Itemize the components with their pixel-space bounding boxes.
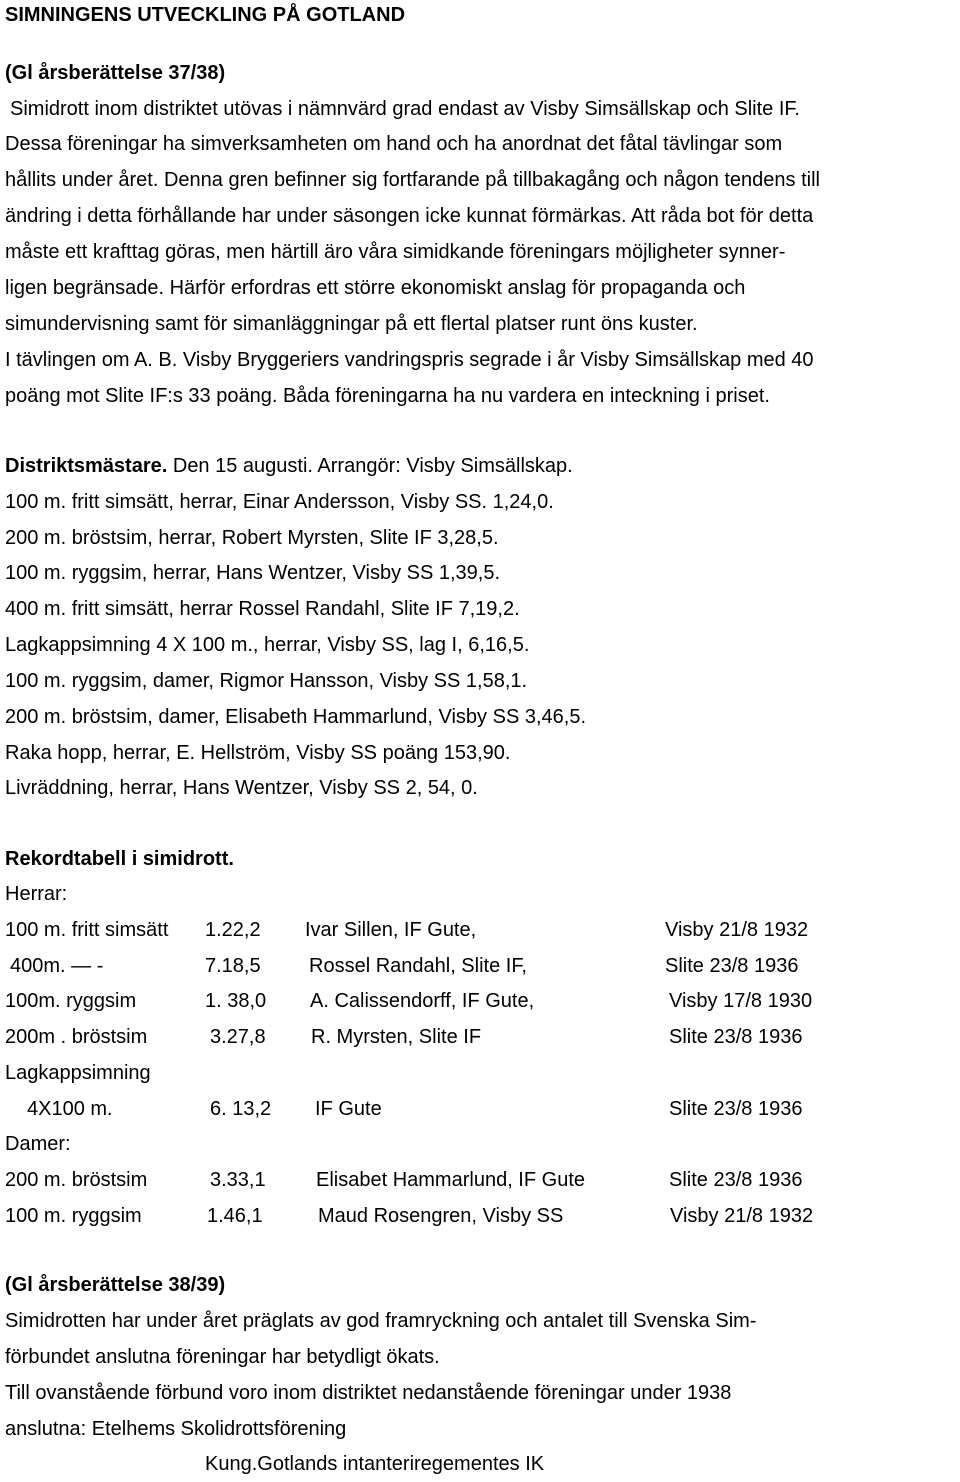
result-line: 100 m. fritt simsätt, herrar, Einar Andersson, Visby SS. 1,24,0. bbox=[5, 491, 554, 513]
herrar-label: Herrar: bbox=[5, 883, 68, 905]
record-time: 7.18,5 bbox=[205, 955, 261, 977]
record-name: IF Gute bbox=[315, 1098, 382, 1120]
paragraph-line: måste ett krafttag göras, men härtill äro våra simidkande föreningars möjligheter synner- bbox=[5, 241, 786, 263]
record-event: 400m. — - bbox=[10, 955, 104, 977]
result-line: Raka hopp, herrar, E. Hellström, Visby SS poäng 153,90. bbox=[5, 742, 511, 764]
record-place: Visby 17/8 1930 bbox=[669, 990, 813, 1012]
section-heading-38-39: (Gl årsberättelse 38/39) bbox=[5, 1274, 226, 1296]
record-time: 3.27,8 bbox=[210, 1026, 266, 1048]
paragraph-line: Simidrott inom distriktet utövas i nämnvärd grad endast av Visby Simsällskap och Slite IF. bbox=[10, 98, 800, 120]
record-event: 100 m. ryggsim bbox=[5, 1205, 142, 1227]
result-line: 400 m. fritt simsätt, herrar Rossel Randahl, Slite IF 7,19,2. bbox=[5, 598, 520, 620]
district-info: Den 15 augusti. Arrangör: Visby Simsällskap. bbox=[167, 455, 573, 477]
paragraph-line: Kung.Gotlands intanteriregementes IK bbox=[205, 1453, 545, 1475]
page-title: SIMNINGENS UTVECKLING PÅ GOTLAND bbox=[5, 4, 406, 26]
record-event: 200 m. bröstsim bbox=[5, 1169, 148, 1191]
lagkapp-label: Lagkappsimning bbox=[5, 1062, 151, 1084]
record-event: 4X100 m. bbox=[27, 1098, 113, 1120]
section-heading-37-38: (Gl årsberättelse 37/38) bbox=[5, 62, 226, 84]
record-time: 1. 38,0 bbox=[205, 990, 267, 1012]
district-heading-line bbox=[5, 448, 573, 484]
record-name: Ivar Sillen, IF Gute, bbox=[305, 919, 477, 941]
record-event: 100 m. fritt simsätt bbox=[5, 919, 169, 941]
result-line: 200 m. bröstsim, damer, Elisabeth Hammarlund, Visby SS 3,46,5. bbox=[5, 706, 587, 728]
paragraph-line: I tävlingen om A. B. Visby Bryggeriers vandringspris segrade i år Visby Simsällskap med 40 bbox=[5, 349, 814, 371]
record-time: 1.46,1 bbox=[207, 1205, 263, 1227]
record-place: Slite 23/8 1936 bbox=[665, 955, 799, 977]
record-name: R. Myrsten, Slite IF bbox=[311, 1026, 482, 1048]
result-line: Livräddning, herrar, Hans Wentzer, Visby SS 2, 54, 0. bbox=[5, 777, 478, 799]
result-line: Lagkappsimning 4 X 100 m., herrar, Visby SS, lag I, 6,16,5. bbox=[5, 634, 530, 656]
paragraph-line: simundervisning samt för simanläggningar på ett flertal platser runt öns kuster. bbox=[5, 313, 698, 335]
record-event: 100m. ryggsim bbox=[5, 990, 137, 1012]
record-place: Visby 21/8 1932 bbox=[670, 1205, 814, 1227]
paragraph-line: förbundet anslutna föreningar har betydligt ökats. bbox=[5, 1346, 440, 1368]
result-line: 200 m. bröstsim, herrar, Robert Myrsten, Slite IF 3,28,5. bbox=[5, 527, 499, 549]
result-line: 100 m. ryggsim, damer, Rigmor Hansson, Visby SS 1,58,1. bbox=[5, 670, 528, 692]
result-line: 100 m. ryggsim, herrar, Hans Wentzer, Visby SS 1,39,5. bbox=[5, 562, 501, 584]
record-event: 200m . bröstsim bbox=[5, 1026, 148, 1048]
record-name: Elisabet Hammarlund, IF Gute bbox=[316, 1169, 585, 1191]
paragraph-line: Dessa föreningar ha simverksamheten om hand och ha anordnat det fåtal tävlingar som bbox=[5, 133, 783, 155]
record-place: Slite 23/8 1936 bbox=[669, 1026, 803, 1048]
paragraph-line: Simidrotten har under året präglats av god framryckning och antalet till Svenska Sim- bbox=[5, 1310, 757, 1332]
records-heading: Rekordtabell i simidrott. bbox=[5, 848, 234, 870]
district-heading: Distriktsmästare. bbox=[5, 455, 168, 477]
paragraph-line: ligen begränsade. Härför erfordras ett större ekonomiskt anslag för propaganda och bbox=[5, 277, 746, 299]
paragraph-line: hållits under året. Denna gren befinner sig fortfarande på tillbakagång och någon tendens till bbox=[5, 169, 820, 191]
damer-label: Damer: bbox=[5, 1133, 71, 1155]
record-name: Rossel Randahl, Slite IF, bbox=[309, 955, 527, 977]
paragraph-line: anslutna: Etelhems Skolidrottsförening bbox=[5, 1418, 347, 1440]
record-place: Visby 21/8 1932 bbox=[665, 919, 809, 941]
record-name: Maud Rosengren, Visby SS bbox=[318, 1205, 564, 1227]
record-time: 6. 13,2 bbox=[210, 1098, 272, 1120]
paragraph-line: ändring i detta förhållande har under säsongen icke kunnat förmärkas. Att råda bot för detta bbox=[5, 205, 814, 227]
record-name: A. Calissendorff, IF Gute, bbox=[310, 990, 535, 1012]
record-place: Slite 23/8 1936 bbox=[669, 1169, 803, 1191]
paragraph-line: poäng mot Slite IF:s 33 poäng. Båda föreningarna ha nu vardera en inteckning i priset. bbox=[5, 385, 770, 407]
paragraph-line: Till ovanstående förbund voro inom distriktet nedanstående föreningar under 1938 bbox=[5, 1382, 732, 1404]
record-time: 1.22,2 bbox=[205, 919, 261, 941]
record-place: Slite 23/8 1936 bbox=[669, 1098, 803, 1120]
record-time: 3.33,1 bbox=[210, 1169, 266, 1191]
